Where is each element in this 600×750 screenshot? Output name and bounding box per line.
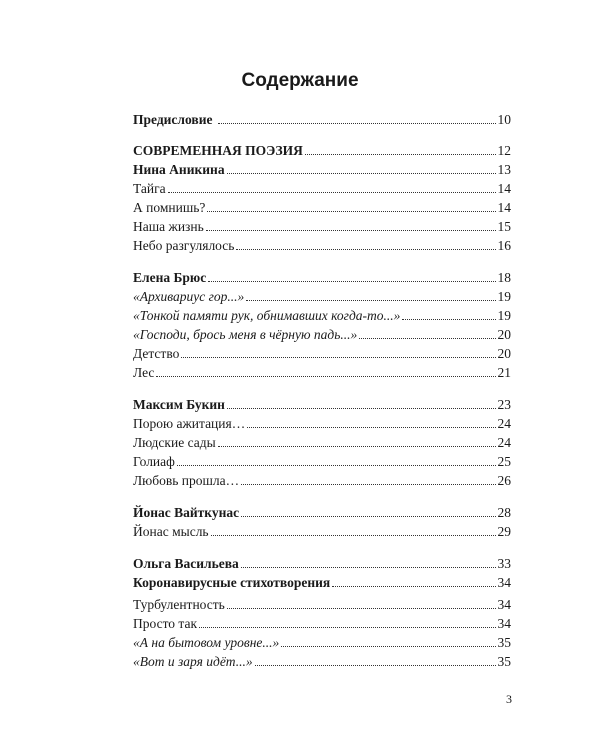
dot-leader xyxy=(168,192,496,193)
toc-entry-page: 19 xyxy=(497,308,511,323)
toc-entry-title: Небо разгулялось xyxy=(133,238,235,253)
toc-entry-page: 18 xyxy=(497,270,511,285)
dot-leader xyxy=(211,535,496,536)
toc-entry-poem[interactable] xyxy=(133,325,511,344)
dot-leader xyxy=(305,154,496,155)
toc-entry-page: 34 xyxy=(497,616,511,631)
toc-entry-title: СОВРЕМЕННАЯ ПОЭЗИЯ xyxy=(133,143,303,158)
toc-entry-title: А помнишь? xyxy=(133,200,206,215)
dot-leader xyxy=(255,665,496,666)
toc-entry-title: Просто так xyxy=(133,616,198,631)
toc-entry-title: Детство xyxy=(133,346,180,361)
toc-entry-section[interactable] xyxy=(133,141,511,160)
toc-entry-title: Лес xyxy=(133,365,155,380)
toc-entry-title: Елена Брюс xyxy=(133,270,207,285)
dot-leader xyxy=(156,376,495,377)
dot-leader xyxy=(181,357,495,358)
dot-leader xyxy=(199,627,495,628)
toc-entry-page: 24 xyxy=(497,435,511,450)
toc-entry-page: 15 xyxy=(497,219,511,234)
toc-entry-poem[interactable] xyxy=(133,179,511,198)
toc-entry-title: Турбулентность xyxy=(133,597,225,612)
toc-entry-poem[interactable] xyxy=(133,433,511,452)
toc-entry-poem[interactable] xyxy=(133,414,511,433)
toc-entry-poem[interactable] xyxy=(133,363,511,382)
toc-entry-author[interactable] xyxy=(133,503,511,522)
toc-entry-page: 35 xyxy=(497,654,511,669)
dot-leader xyxy=(207,211,495,212)
toc-entry-poem[interactable] xyxy=(133,217,511,236)
toc-entry-poem[interactable] xyxy=(133,595,511,614)
dot-leader xyxy=(206,230,496,231)
toc-entry-poem[interactable] xyxy=(133,633,511,652)
toc-entry-title: «Тонкой памяти рук, обнимавших когда-то...» xyxy=(133,308,401,323)
toc-entry-title: Людские сады xyxy=(133,435,216,450)
toc-entry-title: Наша жизнь xyxy=(133,219,204,234)
dot-leader xyxy=(359,338,495,339)
toc-entry-author[interactable] xyxy=(133,160,511,179)
toc-entry-cycle[interactable] xyxy=(133,573,511,592)
dot-leader xyxy=(218,446,496,447)
toc-entry-title: Предисловие xyxy=(133,112,213,127)
toc-entry-page: 19 xyxy=(497,289,511,304)
toc-entry-title: Голиаф xyxy=(133,454,175,469)
toc-entry-page: 10 xyxy=(497,112,511,127)
toc-entry-page: 29 xyxy=(497,524,511,539)
toc-entry-author[interactable] xyxy=(133,554,511,573)
toc-entry-title: «Господи, брось меня в чёрную падь...» xyxy=(133,327,358,342)
toc-entry-poem[interactable] xyxy=(133,236,511,255)
toc-entry-preface[interactable] xyxy=(133,110,511,129)
dot-leader xyxy=(177,465,496,466)
dot-leader xyxy=(281,646,495,647)
toc-entry-page: 21 xyxy=(497,365,511,380)
toc-entry-page: 35 xyxy=(497,635,511,650)
toc-entry-poem[interactable] xyxy=(133,614,511,633)
toc-entry-title: «А на бытовом уровне...» xyxy=(133,635,280,650)
dot-leader xyxy=(241,567,496,568)
toc-entry-author[interactable] xyxy=(133,395,511,414)
toc-entry-title: Тайга xyxy=(133,181,166,196)
toc-entry-page: 14 xyxy=(497,200,511,215)
toc-entry-page: 34 xyxy=(497,575,511,590)
toc-entry-poem[interactable] xyxy=(133,452,511,471)
dot-leader xyxy=(247,427,495,428)
toc-entry-poem[interactable] xyxy=(133,471,511,490)
toc-entry-page: 24 xyxy=(497,416,511,431)
toc-entry-page: 14 xyxy=(497,181,511,196)
page-number: 3 xyxy=(506,692,512,706)
toc-entry-page: 16 xyxy=(497,238,511,253)
toc-entry-title: Порою ажитация… xyxy=(133,416,246,431)
toc-entry-poem[interactable] xyxy=(133,198,511,217)
toc-entry-title: Максим Букин xyxy=(133,397,225,412)
table-of-contents xyxy=(133,110,511,671)
dot-leader xyxy=(227,173,496,174)
toc-entry-title: «Архивариус гор...» xyxy=(133,289,245,304)
dot-leader xyxy=(402,319,495,320)
toc-entry-page: 13 xyxy=(497,162,511,177)
toc-entry-page: 12 xyxy=(497,143,511,158)
dot-leader xyxy=(241,516,495,517)
dot-leader xyxy=(227,408,496,409)
toc-entry-title: Нина Аникина xyxy=(133,162,225,177)
toc-entry-title: Йонас Вайткунас xyxy=(133,505,240,520)
toc-entry-page: 23 xyxy=(497,397,511,412)
toc-entry-page: 20 xyxy=(497,327,511,342)
toc-entry-page: 25 xyxy=(497,454,511,469)
dot-leader xyxy=(227,608,496,609)
toc-entry-poem[interactable] xyxy=(133,652,511,671)
toc-entry-page: 34 xyxy=(497,597,511,612)
toc-entry-poem[interactable] xyxy=(133,344,511,363)
page-title: Содержание xyxy=(241,70,359,91)
toc-entry-title: «Вот и заря идёт...» xyxy=(133,654,253,669)
toc-entry-poem[interactable] xyxy=(133,306,511,325)
toc-entry-author[interactable] xyxy=(133,268,511,287)
toc-entry-page: 28 xyxy=(497,505,511,520)
toc-entry-page: 20 xyxy=(497,346,511,361)
dot-leader xyxy=(236,249,495,250)
dot-leader xyxy=(246,300,495,301)
toc-entry-title: Коронавирусные стихотворения xyxy=(133,575,331,590)
dot-leader xyxy=(208,281,495,282)
toc-entry-title: Йонас мысль xyxy=(133,524,209,539)
toc-entry-poem[interactable] xyxy=(133,522,511,541)
toc-entry-poem[interactable] xyxy=(133,287,511,306)
dot-leader xyxy=(241,484,495,485)
dot-leader xyxy=(218,123,495,124)
toc-entry-title: Ольга Васильева xyxy=(133,556,239,571)
toc-entry-page: 26 xyxy=(497,473,511,488)
dot-leader xyxy=(332,586,495,587)
toc-entry-title: Любовь прошла… xyxy=(133,473,240,488)
toc-entry-page: 33 xyxy=(497,556,511,571)
